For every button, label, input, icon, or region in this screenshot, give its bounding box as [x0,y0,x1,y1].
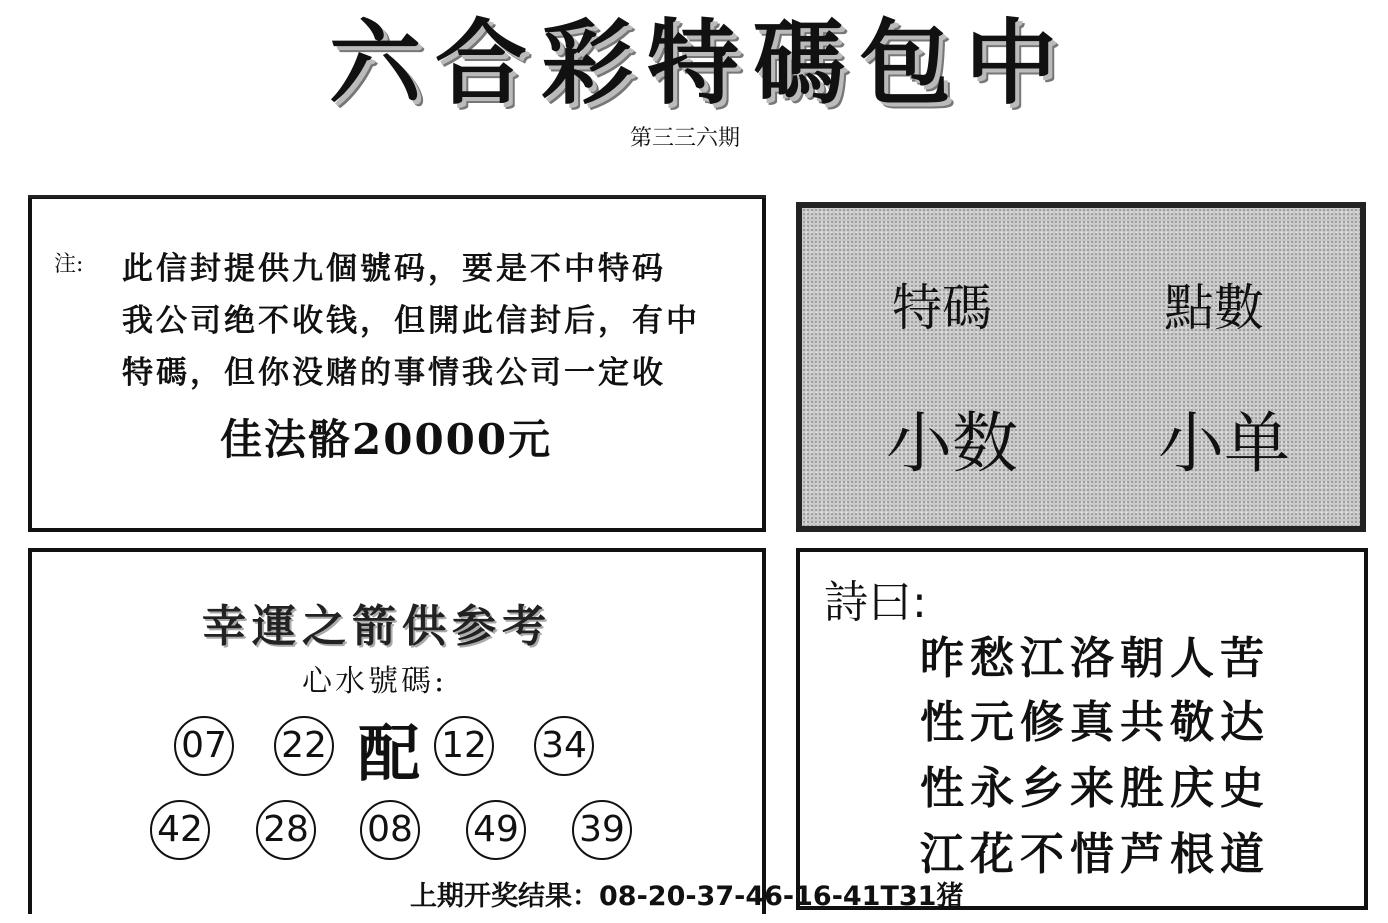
special-header-right: 點數 [1164,279,1264,337]
special-header-left: 特碼 [892,279,992,337]
last-result: 上期开奖结果：08-20-37-46-16-41T31猪 [410,881,964,912]
special-value-left: 小数 [886,405,1018,482]
note-text [122,243,742,399]
poem-line: 性永乡来胜庆史 [920,763,1270,814]
note-label: 注: [54,252,84,277]
number-ball: 28 [256,800,316,860]
poem-line: 性元修真共敬达 [920,697,1270,748]
number-ball: 39 [572,800,632,860]
prize-text: 佳法骼20000元 [220,415,553,464]
poem-line: 江花不惜芦根道 [920,829,1270,880]
number-ball: 34 [534,716,594,776]
special-box [796,202,1366,532]
issue-number: 第三三六期 [629,126,740,151]
number-ball: 22 [274,716,334,776]
page-title: 六合彩特碼包中 [328,9,1071,117]
pair-label: 配 [358,717,421,790]
number-ball: 42 [150,800,210,860]
number-ball: 12 [434,716,494,776]
lucky-title: 幸運之箭供参考 [202,601,552,652]
lucky-box [28,548,766,914]
lucky-sub-label: 心水號碼: [302,664,448,699]
poem-box [796,548,1368,910]
number-ball: 08 [360,800,420,860]
number-ball: 07 [174,716,234,776]
note-line: 此信封提供九個號码，要是不中特码 [122,251,666,287]
poem-label: 詩曰: [824,577,927,628]
poem-line: 昨愁江洛朝人苦 [920,633,1270,684]
note-line: 我公司绝不收钱，但開此信封后，有中 [122,303,700,339]
special-value-right: 小单 [1158,405,1290,482]
number-ball: 49 [466,800,526,860]
note-line: 特碼，但你没赌的事情我公司一定收 [122,355,666,391]
notice-box [28,196,766,532]
